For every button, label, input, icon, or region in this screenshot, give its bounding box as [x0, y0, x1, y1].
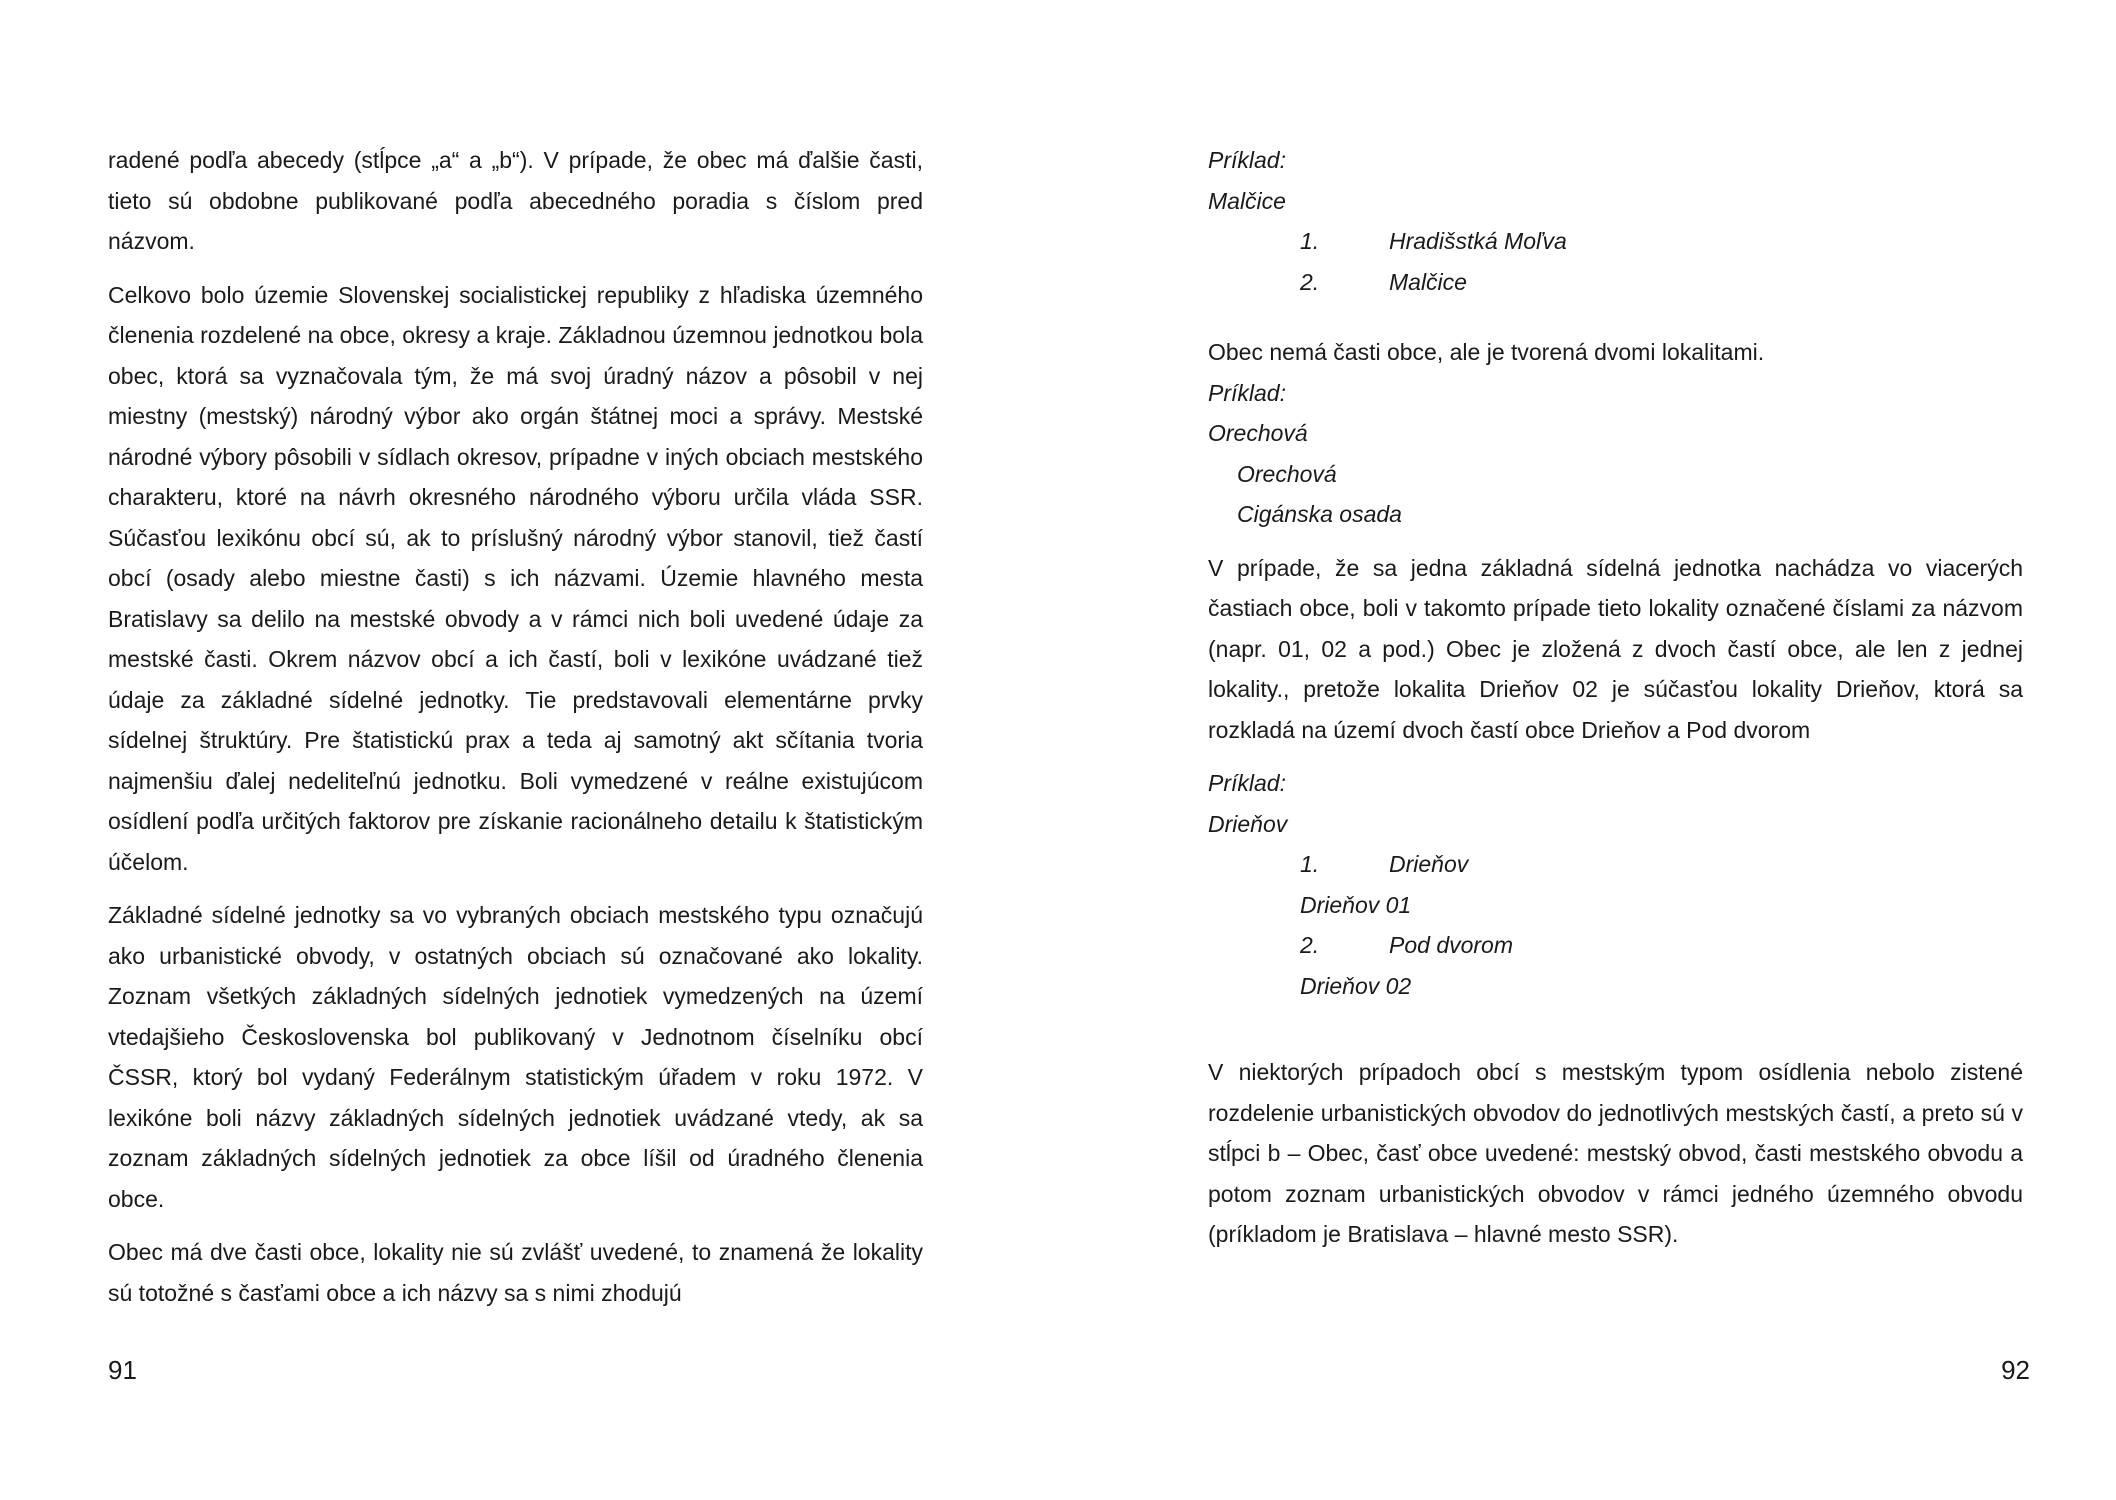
item-number: 2. [1300, 932, 1320, 958]
left-text-column [108, 140, 923, 1326]
page-number-right: 92 [2001, 1355, 2030, 1385]
example-label: Príklad: [1208, 379, 1286, 406]
paragraph-two-localities: Obec nemá časti obce, ale je tvorená dvomi lokalitami. [1208, 339, 1765, 365]
example-locality: Cigánska osada [1237, 501, 1402, 527]
item-name: Drieňov [1389, 851, 1469, 877]
example-list-item [1208, 925, 2023, 966]
right-page [1058, 0, 2116, 1500]
example-orechova [1208, 373, 2023, 535]
item-number: 2. [1300, 268, 1320, 295]
spacer [1208, 1006, 2023, 1052]
example-drienov [1208, 763, 2023, 1006]
item-name: Hradišstká Moľva [1389, 228, 1567, 254]
page-number-left: 91 [108, 1355, 137, 1385]
item-name: Malčice [1389, 268, 1467, 295]
spacer [1208, 302, 2023, 332]
left-paragraph-4: Obec má dve časti obce, lokality nie sú zvlášť uvedené, to znamená že lokality sú totožné s časťami obce a ich názvy sa s nimi zhodujú [108, 1239, 923, 1306]
example-locality: Drieňov 02 [1300, 972, 1412, 999]
example-municipality: Malčice [1208, 187, 1286, 214]
item-number: 1. [1300, 228, 1320, 254]
left-paragraph-2: Celkovo bolo územie Slovenskej socialistickej republiky z hľadiska územného členenia rozdelené na obce, okresy a kraje. Základnou územnou jednotkou bola obec, ktorá sa vyznačovala tým, že má svoj úradný názov a pôsobil v nej miestny (mestský) národný výbor ako orgán štátnej moci a správy. Mestské národné výbory pôsobili v sídlach okresov, prípadne v iných obciach mestského charakteru, ktoré na návrh okresného národného výboru určila vláda SSR. Súčasťou lexikónu obcí sú, ak to príslušný národný výbor stanovil, tiež častí obcí (osady alebo miestne časti) s ich názvami. Územie hlavného mesta Bratislavy sa delilo na mestské obvody a v rámci nich boli uvedené údaje za mestské časti. Okrem názvov obcí a ich častí, boli v lexikóne uvádzané tiež údaje za základné sídelné jednotky. Tie predstavovali elementárne prvky sídelnej štruktúry. Pre štatistickú prax a teda aj samotný akt sčítania tvoria najmenšiu ďalej nedeliteľnú jednotku. Boli vymedzené v reálne existujúcom osídlení podľa určitých faktorov pre získanie racionálneho detailu k štatistickým účelom. [108, 281, 923, 875]
example-label: Príklad: [1208, 770, 1286, 796]
paragraph-urban-districts: V niektorých prípadoch obcí s mestským typom osídlenia nebolo zistené rozdelenie urbanistických obvodov do jednotlivých mestských častí, a preto sú v stĺpci b – Obec, časť obce uvedené: mestský obvod, časti mestského obvodu a potom zoznam urbanistických obvodov v rámci jedného územného obvodu (príkladom je Bratislava – hlavné mesto SSR). [1208, 1059, 2023, 1247]
example-label: Príklad: [1208, 147, 1286, 173]
example-list-item [1208, 262, 2023, 303]
example-locality: Orechová [1237, 460, 1337, 487]
example-municipality: Orechová [1208, 420, 1308, 446]
right-text-column [1208, 140, 2023, 1268]
example-malcice [1208, 140, 2023, 302]
example-list-item [1208, 221, 2023, 262]
left-paragraph-3: Základné sídelné jednotky sa vo vybraných obciach mestského typu označujú ako urbanistické obvody, v ostatných obciach sú označované ako lokality. Zoznam všetkých základných sídelných jednotiek vymedzených na území vtedajšieho Československa bol publikovaný v Jednotnom číselníku obcí ČSSR, ktorý bol vydaný Federálnym statistickým úřadem v roku 1972. V lexikóne boli názvy základných sídelných jednotiek uvádzané vtedy, ak sa zoznam základných sídelných jednotiek za obce líšil od úradného členenia obce. [108, 902, 923, 1212]
left-paragraph-1: radené podľa abecedy (stĺpce „a“ a „b“). V prípade, že obec má ďalšie časti, tieto sú obdobne publikované podľa abecedného poradia s číslom pred názvom. [108, 147, 923, 254]
example-municipality: Drieňov [1208, 810, 1288, 837]
example-list-item [1208, 844, 2023, 885]
item-name: Pod dvorom [1389, 932, 1514, 958]
item-number: 1. [1300, 851, 1320, 877]
paragraph-multi-parts: V prípade, že sa jedna základná sídelná jednotka nachádza vo viacerých častiach obce, boli v takomto prípade tieto lokality označené číslami za názvom (napr. 01, 02 a pod.) Obec je zložená z dvoch častí obce, ale len z jednej lokality., pretože lokalita Drieňov 02 je súčasťou lokality Drieňov, ktorá sa rozkladá na území dvoch častí obce Drieňov a Pod dvorom [1208, 554, 2023, 743]
example-locality: Drieňov 01 [1300, 891, 1412, 918]
